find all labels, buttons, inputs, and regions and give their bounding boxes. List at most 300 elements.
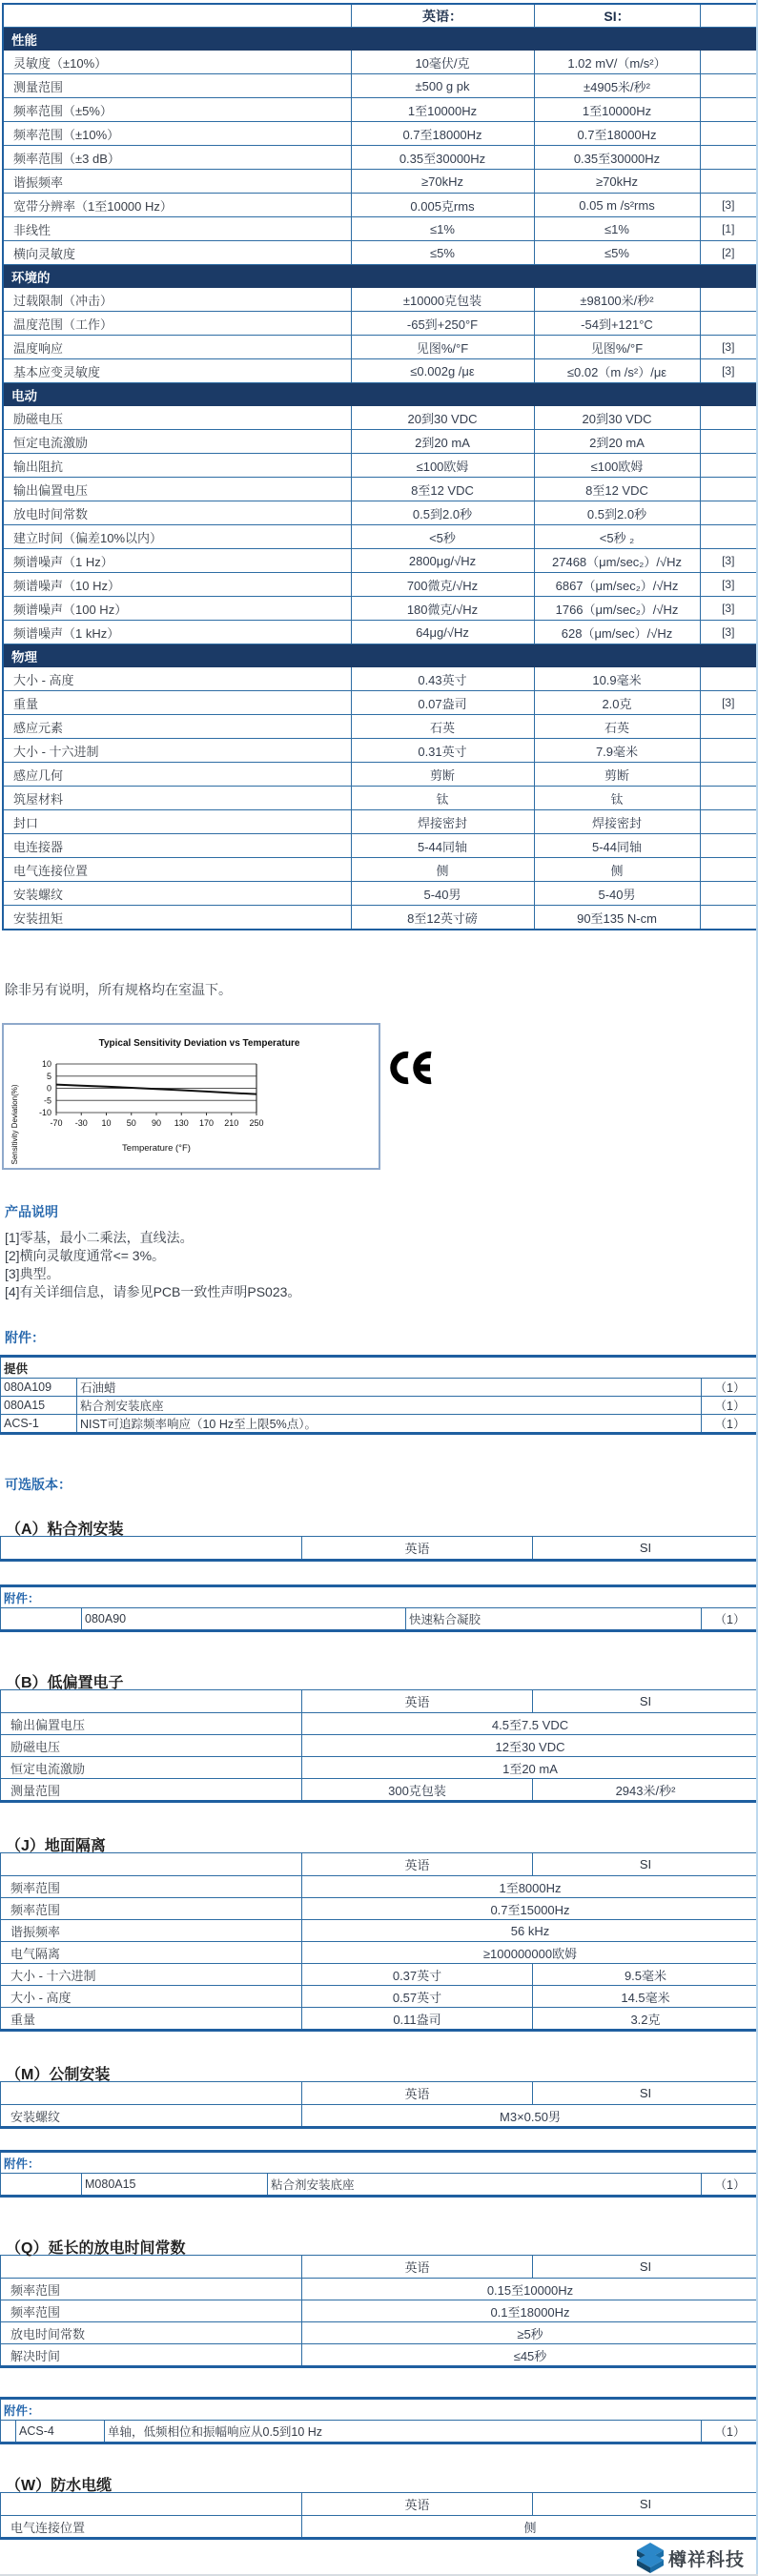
spec-label-cell: 输出偏置电压 <box>1 1713 302 1735</box>
accessory-description: 快速粘合凝胶 <box>406 1608 702 1631</box>
ce-mark-icon <box>387 1051 433 1090</box>
option-title: （W）防水电缆 <box>6 2473 758 2492</box>
si-column-header: SI <box>533 2256 758 2279</box>
accessory-model: 080A90 <box>82 1608 406 1631</box>
section-title: 环境的 <box>3 265 757 288</box>
supplied-accessories-table <box>0 1355 758 1435</box>
spec-english-value: 0.43英寸 <box>351 667 534 691</box>
spec-note-ref <box>700 74 757 98</box>
section-header-row <box>3 383 757 406</box>
spec-english-value: <5秒 <box>351 525 534 549</box>
spec-label-cell: 电气连接位置 <box>3 858 351 882</box>
spec-english-value: 0.07盎司 <box>351 691 534 715</box>
accessory-qty: （1） <box>702 1608 758 1631</box>
svg-text:Typical Sensitivity Deviation: Typical Sensitivity Deviation vs Temperature <box>99 1038 300 1049</box>
spec-si-value: 90至135 N-cm <box>534 906 700 930</box>
table-row <box>3 406 757 430</box>
spec-label-cell: 感应元素 <box>3 715 351 739</box>
spec-note-ref <box>700 312 757 336</box>
company-logo-icon <box>634 2542 666 2574</box>
spec-si-value: ≥70kHz <box>534 170 700 194</box>
accessories-heading-row <box>1 2399 758 2421</box>
spec-label-cell: 横向灵敏度 <box>3 241 351 265</box>
spec-note-ref: [3] <box>700 621 757 644</box>
spec-si-value: 5-40男 <box>534 882 700 906</box>
si-column-header: SI <box>533 2082 758 2105</box>
indent-cell <box>1 1608 82 1631</box>
english-column-header: 英语 <box>302 2082 533 2105</box>
spec-label-cell: 放电时间常数 <box>1 2322 302 2344</box>
option-spec-table <box>0 1536 758 1562</box>
spec-note-ref <box>700 882 757 906</box>
spec-merged-value: 4.5至7.5 VDC <box>302 1713 758 1735</box>
list-item <box>1 1415 758 1434</box>
svg-text:-10: -10 <box>39 1108 51 1117</box>
spec-english-value: 700微克/√Hz <box>351 573 534 597</box>
spec-label-cell: 频率范围 <box>1 2300 302 2322</box>
svg-text:-70: -70 <box>50 1118 62 1128</box>
svg-text:0: 0 <box>47 1084 51 1094</box>
spec-si-value: 0.35至30000Hz <box>534 146 700 170</box>
spec-si-value: 20到30 VDC <box>534 406 700 430</box>
spec-label-cell: 谐振频率 <box>3 170 351 194</box>
spec-merged-value: 0.7至15000Hz <box>302 1898 758 1920</box>
corner-cell <box>1 1537 302 1561</box>
spec-label-cell: 重量 <box>1 2008 302 2031</box>
svg-text:10: 10 <box>42 1059 51 1069</box>
table-row <box>3 739 757 763</box>
spec-english-value: 见图%/°F <box>351 336 534 359</box>
table-row <box>1 1920 758 1942</box>
unit-header-row <box>3 4 757 28</box>
spec-label-cell: 电连接器 <box>3 834 351 858</box>
spec-si-value: 焊接密封 <box>534 810 700 834</box>
table-row <box>1 2300 758 2322</box>
accessory-model: ACS-1 <box>1 1415 77 1434</box>
spec-label-cell: 大小 - 十六进制 <box>1 1964 302 1986</box>
spec-label-cell: 输出阻抗 <box>3 454 351 478</box>
spec-merged-value: ≤45秒 <box>302 2344 758 2367</box>
spec-english-value: 0.5到2.0秒 <box>351 501 534 525</box>
spec-label-cell: 大小 - 十六进制 <box>3 739 351 763</box>
spec-si-value: ≤100欧姆 <box>534 454 700 478</box>
spec-si-value: 侧 <box>534 858 700 882</box>
spec-english-value: 剪断 <box>351 763 534 787</box>
section-title: 电动 <box>3 383 757 406</box>
spec-english-value: ±500 g pk <box>351 74 534 98</box>
spec-english-value: 0.35至30000Hz <box>351 146 534 170</box>
table-row <box>3 478 757 501</box>
table-row <box>3 336 757 359</box>
spec-label-cell: 频谱噪声（1 Hz） <box>3 549 351 573</box>
table-row <box>3 312 757 336</box>
si-column-header: SI <box>533 1537 758 1561</box>
si-column-header: SI： <box>534 4 700 28</box>
table-row <box>3 906 757 930</box>
spec-label-cell: 建立时间（偏差10%以内） <box>3 525 351 549</box>
svg-text:130: 130 <box>174 1118 189 1128</box>
svg-text:Sensitivity Deviation(%): Sensitivity Deviation(%) <box>10 1084 19 1164</box>
table-row <box>1 2105 758 2128</box>
spec-english-value: 64μg/√Hz <box>351 621 534 644</box>
si-column-header: SI <box>533 1690 758 1713</box>
table-row <box>3 217 757 241</box>
list-item <box>1 1379 758 1397</box>
spec-label-cell: 解决时间 <box>1 2344 302 2367</box>
list-item <box>1 1608 758 1631</box>
spec-si-value: <5秒 ₂ <box>534 525 700 549</box>
table-row <box>1 2344 758 2367</box>
table-row <box>3 691 757 715</box>
table-row <box>1 2279 758 2300</box>
spec-english-value: 钛 <box>351 787 534 810</box>
accessory-description: 石油蜡 <box>77 1379 702 1397</box>
spec-label-cell: 安装螺纹 <box>3 882 351 906</box>
spec-english-value: 0.31英寸 <box>351 739 534 763</box>
svg-text:Temperature (°F): Temperature (°F) <box>122 1143 191 1154</box>
spec-si-value: 5-44同轴 <box>534 834 700 858</box>
svg-text:90: 90 <box>152 1118 161 1128</box>
spec-note-ref: [3] <box>700 359 757 383</box>
spec-note-ref <box>700 715 757 739</box>
spec-si-value: 7.9毫米 <box>534 739 700 763</box>
indent-cell <box>1 2421 16 2443</box>
chart-row <box>0 1023 758 1170</box>
option-spec-table <box>0 2255 758 2368</box>
section-header-row <box>3 28 757 51</box>
spec-si-value: ≤1% <box>534 217 700 241</box>
spec-label-cell: 大小 - 高度 <box>3 667 351 691</box>
spec-note-ref <box>700 858 757 882</box>
svg-text:250: 250 <box>249 1118 263 1128</box>
svg-text:50: 50 <box>127 1118 136 1128</box>
accessory-qty: （1） <box>702 1415 758 1434</box>
option-block <box>0 1517 758 1632</box>
table-row <box>3 359 757 383</box>
spec-note-ref <box>700 122 757 146</box>
table-row <box>3 597 757 621</box>
accessories-heading-row <box>1 1586 758 1608</box>
spec-note-ref <box>700 288 757 312</box>
spec-note-ref: [3] <box>700 194 757 217</box>
accessory-description: 粘合剂安装底座 <box>77 1397 702 1415</box>
supplied-table-title: 提供 <box>1 1357 758 1379</box>
product-note-line: [1]零基，最小二乘法，直线法。 <box>5 1229 758 1247</box>
list-item <box>1 2421 758 2443</box>
section-header-row <box>3 265 757 288</box>
spec-english-value: 2到20 mA <box>351 430 534 454</box>
spec-note-ref <box>700 810 757 834</box>
company-logo <box>0 2542 745 2574</box>
spec-note-ref <box>700 525 757 549</box>
spec-note-ref <box>700 763 757 787</box>
english-column-header: 英语 <box>302 2256 533 2279</box>
spec-si-value: 27468（μm/sec₂）/√Hz <box>534 549 700 573</box>
si-column-header: SI <box>533 1853 758 1876</box>
spec-merged-value: 56 kHz <box>302 1920 758 1942</box>
option-spec-table <box>0 2081 758 2129</box>
accessory-description: 粘合剂安装底座 <box>268 2174 702 2197</box>
spec-merged-value: ≥100000000欧姆 <box>302 1942 758 1964</box>
spec-english-value: 8至12英寸磅 <box>351 906 534 930</box>
spec-english-value: ≥70kHz <box>351 170 534 194</box>
spec-note-ref: [3] <box>700 691 757 715</box>
spec-label-cell: 安装螺纹 <box>1 2105 302 2128</box>
spec-label-cell: 安装扭矩 <box>3 906 351 930</box>
main-spec-table <box>2 3 758 930</box>
spec-si-value: ≤0.02（m /s²）/με <box>534 359 700 383</box>
table-row <box>3 834 757 858</box>
spec-label-cell: 恒定电流激励 <box>3 430 351 454</box>
svg-text:210: 210 <box>224 1118 238 1128</box>
table-row <box>3 621 757 644</box>
option-title: （A）粘合剂安装 <box>6 1517 758 1536</box>
spec-si-value: 1.02 mV/（m/s²） <box>534 51 700 74</box>
corner-cell <box>1 2082 302 2105</box>
spec-label-cell: 测量范围 <box>1 1779 302 1802</box>
spec-note-ref <box>700 739 757 763</box>
accessory-model: ACS-4 <box>16 2421 105 2443</box>
spec-english-value: -65到+250°F <box>351 312 534 336</box>
spec-english-value: 0.7至18000Hz <box>351 122 534 146</box>
spec-si-value: 2到20 mA <box>534 430 700 454</box>
table-row <box>3 454 757 478</box>
table-row <box>1 1757 758 1779</box>
spec-note-ref: [2] <box>700 241 757 265</box>
spec-merged-value: 1至8000Hz <box>302 1876 758 1898</box>
spec-note-ref <box>700 454 757 478</box>
spec-label-cell: 输出偏置电压 <box>3 478 351 501</box>
product-notes-heading: 产品说明 <box>5 1202 758 1219</box>
spec-si-value: 0.5到2.0秒 <box>534 501 700 525</box>
corner-cell <box>1 1690 302 1713</box>
option-spec-table <box>0 2492 758 2540</box>
spec-note-ref <box>700 667 757 691</box>
spec-note-ref: [1] <box>700 217 757 241</box>
table-row <box>3 98 757 122</box>
spec-si-value: -54到+121°C <box>534 312 700 336</box>
spec-label-cell: 感应几何 <box>3 763 351 787</box>
spec-note-ref <box>700 51 757 74</box>
accessories-heading: 附件： <box>1 1586 758 1608</box>
spec-note-ref <box>700 906 757 930</box>
spec-label-cell: 重量 <box>3 691 351 715</box>
spec-note-ref <box>700 787 757 810</box>
spec-label-cell: 频率范围（±5%） <box>3 98 351 122</box>
spec-note-ref <box>700 146 757 170</box>
product-note-line: [3]典型。 <box>5 1265 758 1283</box>
corner-cell <box>1 2493 302 2516</box>
spec-si-value: 14.5毫米 <box>533 1986 758 2008</box>
table-row <box>3 430 757 454</box>
list-item <box>1 1397 758 1415</box>
option-spec-table <box>0 1689 758 1803</box>
option-block <box>0 1670 758 1803</box>
spec-english-value: ≤5% <box>351 241 534 265</box>
spec-si-value: 钛 <box>534 787 700 810</box>
spec-note-ref <box>700 834 757 858</box>
option-block <box>0 2473 758 2540</box>
table-row <box>3 194 757 217</box>
accessories-heading: 附件： <box>1 2399 758 2421</box>
option-accessories-table <box>0 1584 758 1632</box>
accessory-model: 080A15 <box>1 1397 77 1415</box>
company-logo-text: 樽祥科技 <box>668 2545 745 2571</box>
spec-english-value: 石英 <box>351 715 534 739</box>
spec-english-value: 180微克/√Hz <box>351 597 534 621</box>
spec-english-value: 20到30 VDC <box>351 406 534 430</box>
table-row <box>3 525 757 549</box>
spec-si-value: 8至12 VDC <box>534 478 700 501</box>
table-row <box>3 715 757 739</box>
spec-label-cell: 基本应变灵敏度 <box>3 359 351 383</box>
spec-si-value: ≤5% <box>534 241 700 265</box>
option-spec-table <box>0 1852 758 2032</box>
spec-label-cell: 频率范围 <box>1 1898 302 1920</box>
spec-label-cell: 温度响应 <box>3 336 351 359</box>
svg-text:-30: -30 <box>75 1118 88 1128</box>
spec-si-value: 10.9毫米 <box>534 667 700 691</box>
table-row <box>1 1713 758 1735</box>
corner-cell <box>1 2256 302 2279</box>
spec-english-value: 0.005克rms <box>351 194 534 217</box>
accessory-qty: （1） <box>702 2421 758 2443</box>
accessories-heading: 附件： <box>1 2152 758 2174</box>
table-row <box>3 51 757 74</box>
accessory-qty: （1） <box>702 2174 758 2197</box>
spec-english-value: 5-44同轴 <box>351 834 534 858</box>
spec-note-ref <box>700 406 757 430</box>
indent-cell <box>1 2174 82 2197</box>
spec-label-cell: 非线性 <box>3 217 351 241</box>
accessory-qty: （1） <box>702 1397 758 1415</box>
spec-label-cell: 频谱噪声（10 Hz） <box>3 573 351 597</box>
table-row <box>3 288 757 312</box>
section-title: 性能 <box>3 28 757 51</box>
table-row <box>3 549 757 573</box>
spec-si-value: 1766（μm/sec₂）/√Hz <box>534 597 700 621</box>
supplied-accessories-heading: 附件： <box>5 1328 758 1345</box>
spec-english-value: 0.11盎司 <box>302 2008 533 2031</box>
option-block <box>0 1833 758 2032</box>
spec-label-cell: 励磁电压 <box>3 406 351 430</box>
unit-header-row <box>1 1853 758 1876</box>
table-row <box>3 858 757 882</box>
english-column-header: 英语 <box>302 2493 533 2516</box>
spec-english-value: 1至10000Hz <box>351 98 534 122</box>
chart-svg <box>4 1025 379 1168</box>
spec-merged-value: 1至20 mA <box>302 1757 758 1779</box>
spec-english-value: 0.37英寸 <box>302 1964 533 1986</box>
section-header-row <box>3 644 757 667</box>
table-row <box>1 1779 758 1802</box>
spec-note-ref <box>700 98 757 122</box>
supplied-title-row <box>1 1357 758 1379</box>
spec-note-ref <box>700 170 757 194</box>
spec-si-value: 3.2克 <box>533 2008 758 2031</box>
spec-label-cell: 过载限制（冲击） <box>3 288 351 312</box>
room-temp-note: 除非另有说明，所有规格均在室温下。 <box>5 980 758 999</box>
spec-label-cell: 放电时间常数 <box>3 501 351 525</box>
note-column-header <box>700 4 757 28</box>
spec-english-value: 300克包装 <box>302 1779 533 1802</box>
spec-english-value: 0.57英寸 <box>302 1986 533 2008</box>
table-row <box>3 763 757 787</box>
product-note-line: [2]横向灵敏度通常<= 3%。 <box>5 1247 758 1265</box>
spec-label-cell: 频率范围（±3 dB） <box>3 146 351 170</box>
spec-si-value: 1至10000Hz <box>534 98 700 122</box>
unit-header-row <box>1 2493 758 2516</box>
table-row <box>3 810 757 834</box>
table-row <box>3 146 757 170</box>
product-notes-list <box>5 1229 758 1301</box>
option-title: （M）公制安装 <box>6 2062 758 2081</box>
accessory-qty: （1） <box>702 1379 758 1397</box>
spec-label-cell: 大小 - 高度 <box>1 1986 302 2008</box>
spec-merged-value: 12至30 VDC <box>302 1735 758 1757</box>
optional-versions-container <box>0 1517 758 2540</box>
spec-si-value: 6867（μm/sec₂）/√Hz <box>534 573 700 597</box>
spec-label-cell: 频率范围 <box>1 2279 302 2300</box>
spec-english-value: ±10000克包装 <box>351 288 534 312</box>
table-row <box>1 2516 758 2539</box>
spec-label-cell: 频率范围 <box>1 1876 302 1898</box>
spec-si-value: 2943米/秒² <box>533 1779 758 1802</box>
corner-cell <box>1 1853 302 1876</box>
option-accessories-table <box>0 2150 758 2198</box>
sensitivity-deviation-chart <box>2 1023 380 1170</box>
english-column-header: 英语 <box>302 1853 533 1876</box>
table-row <box>1 2008 758 2031</box>
spec-si-value: 2.0克 <box>534 691 700 715</box>
spec-merged-value: 0.15至10000Hz <box>302 2279 758 2300</box>
unit-header-row <box>1 2082 758 2105</box>
spec-label-cell: 电气连接位置 <box>1 2516 302 2539</box>
accessory-description: NIST可追踪频率响应（10 Hz至上限5%点）。 <box>77 1415 702 1434</box>
spec-english-value: 10毫伏/克 <box>351 51 534 74</box>
spec-english-value: 2800μg/√Hz <box>351 549 534 573</box>
table-row <box>3 667 757 691</box>
spec-english-value: ≤100欧姆 <box>351 454 534 478</box>
svg-text:170: 170 <box>199 1118 214 1128</box>
spec-si-value: 见图%/°F <box>534 336 700 359</box>
spec-merged-value: 侧 <box>302 2516 758 2539</box>
spec-merged-value: M3×0.50男 <box>302 2105 758 2128</box>
english-column-header: 英语： <box>351 4 534 28</box>
spec-si-value: 剪断 <box>534 763 700 787</box>
table-row <box>1 1964 758 1986</box>
table-row <box>3 882 757 906</box>
table-row <box>1 1876 758 1898</box>
product-note-line: [4]有关详细信息，请参见PCB一致性声明PS023。 <box>5 1283 758 1301</box>
option-block <box>0 2236 758 2444</box>
spec-label-cell: 筑屋材料 <box>3 787 351 810</box>
spec-english-value: 焊接密封 <box>351 810 534 834</box>
option-block <box>0 2062 758 2198</box>
option-accessories-table <box>0 2397 758 2444</box>
table-row <box>3 573 757 597</box>
spec-label-cell: 灵敏度（±10%） <box>3 51 351 74</box>
section-title: 物理 <box>3 644 757 667</box>
table-row <box>3 74 757 98</box>
table-row <box>1 1898 758 1920</box>
spec-label-cell: 恒定电流激励 <box>1 1757 302 1779</box>
spec-label-cell: 频谱噪声（1 kHz） <box>3 621 351 644</box>
spec-label-cell: 温度范围（工作） <box>3 312 351 336</box>
table-row <box>3 241 757 265</box>
corner-cell <box>3 4 351 28</box>
svg-text:10: 10 <box>101 1118 111 1128</box>
